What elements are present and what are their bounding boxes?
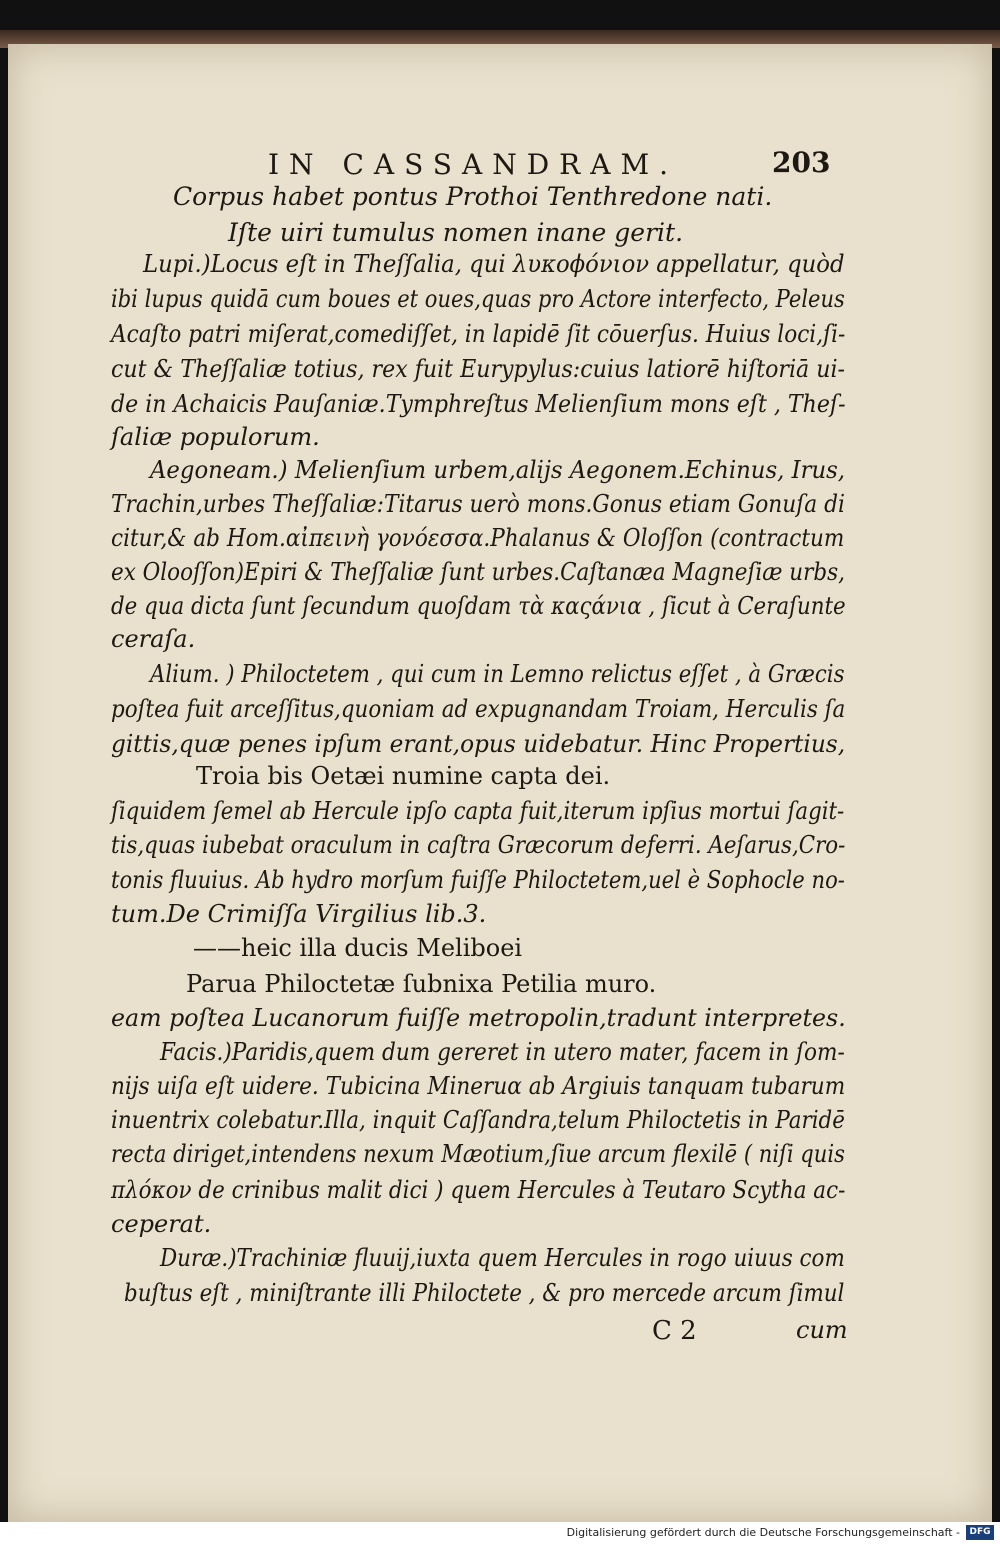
text-line: tis,quas iubebat oraculum in caſtra Græcorum deferri. Aeſarus,Cro- — [111, 831, 846, 859]
text-line: gittis,quæ penes ipſum erant,opus uidebatur. Hinc Propertius, — [111, 730, 846, 758]
text-line: πλόκον de crinibus malit dici ) quem Hercules à Teutaro Scytha ac- — [111, 1176, 846, 1204]
text-line: Corpus habet pontus Prothoi Tenthredone nati. — [173, 182, 773, 211]
text-line: recta diriget,intendens nexum Mæotium,ſiue arcum flexilē ( niſi quis — [111, 1140, 845, 1168]
text-line: tum.De Crimiſſa Virgilius lib.3. — [111, 900, 487, 928]
text-line: nijs uiſa eſt uidere. Tubicina Mineruα ab Argiuis tanquam tubarum — [111, 1072, 846, 1100]
verse-line: Troia bis Oetæi numine capta dei. — [196, 762, 611, 790]
verse-line: ——heic illa ducis Meliboei — [193, 934, 523, 962]
footer-credit: Digitalisierung gefördert durch die Deutsche Forschungsgemeinschaft - — [566, 1526, 960, 1539]
signature-mark: C 2 — [652, 1316, 697, 1346]
text-line: de qua dicta ſunt ſecundum quoſdam τὰ καςάνια , ſicut à Ceraſunte — [111, 592, 846, 620]
text-line: citur,& ab Hom.αἰπεινὴ γονόεσσα.Phalanus & Oloſſon (contractum — [111, 524, 845, 552]
page-number: 203 — [772, 146, 831, 179]
text-line: Lupi.)Locus eſt in Theſſalia, qui λυκοϕόνιον appellatur, quòd — [143, 250, 845, 278]
text-line: Acaſto patri miſerat,comediſſet, in lapidē ſit cōuerſus. Huius loci,ſi- — [111, 320, 846, 348]
text-line: ibi lupus quidā cum boues et oues,quas pro Actore interfecto, Peleus — [111, 285, 845, 313]
text-line: Facis.)Paridis,quem dum gereret in utero mater, facem in ſom- — [160, 1038, 845, 1066]
text-line: poſtea fuit arceſſitus,quoniam ad expugnandam Troiam, Herculis ſa — [111, 695, 846, 723]
catchword: cum — [796, 1316, 848, 1344]
text-line: Duræ.)Trachiniæ fluuij,iuxta quem Hercules in rogo uiuus com — [160, 1244, 845, 1272]
text-line: Trachin,urbes Theſſaliæ:Titarus uerò mons.Gonus etiam Gonuſa di — [111, 490, 846, 518]
text-line: cut & Theſſaliæ totius, rex fuit Eurypylus:cuius latiorē hiſtoriā ui- — [111, 355, 846, 383]
text-line: Alium. ) Philoctetem , qui cum in Lemno relictus eſſet , à Græcis — [150, 660, 845, 688]
text-line: ceperat. — [111, 1210, 212, 1238]
text-line: ex Olooſſon)Epiri & Theſſaliæ ſunt urbes.Caſtanæa Magneſiæ urbs, — [111, 558, 846, 586]
text-line: buſtus eſt , miniſtrante illi Philoctete , & pro mercede arcum ſimul — [124, 1279, 845, 1307]
dfg-logo-icon: DFG — [966, 1525, 994, 1540]
text-line: inuentrix colebatur.Illa, inquit Caſſandra,telum Philoctetis in Paridē — [111, 1106, 845, 1134]
footer-bar — [0, 1522, 1000, 1544]
text-line: eam poſtea Lucanorum fuiſſe metropolin,tradunt interpretes. — [111, 1004, 846, 1032]
text-line: ceraſa. — [111, 625, 196, 653]
text-line: ſiquidem ſemel ab Hercule ipſo capta fuit,iterum ipſius mortui ſagit- — [111, 797, 845, 825]
text-line: ſaliæ populorum. — [111, 423, 320, 451]
text-line: Iſte uiri tumulus nomen inane gerit. — [228, 218, 684, 247]
verse-line: Parua Philoctetæ ſubnixa Petilia muro. — [186, 970, 657, 998]
text-line: de in Achaicis Pauſaniæ.Tymphreſtus Melienſium mons eſt , Theſ- — [111, 390, 846, 418]
running-title: IN CASSANDRAM. — [268, 148, 679, 181]
text-line: tonis fluuius. Ab hydro morſum fuiſſe Philoctetem,uel è Sophocle no- — [111, 866, 845, 894]
text-line: Aegoneam.) Melienſium urbem,alijs Aegonem.Echinus, Irus, — [150, 456, 846, 484]
